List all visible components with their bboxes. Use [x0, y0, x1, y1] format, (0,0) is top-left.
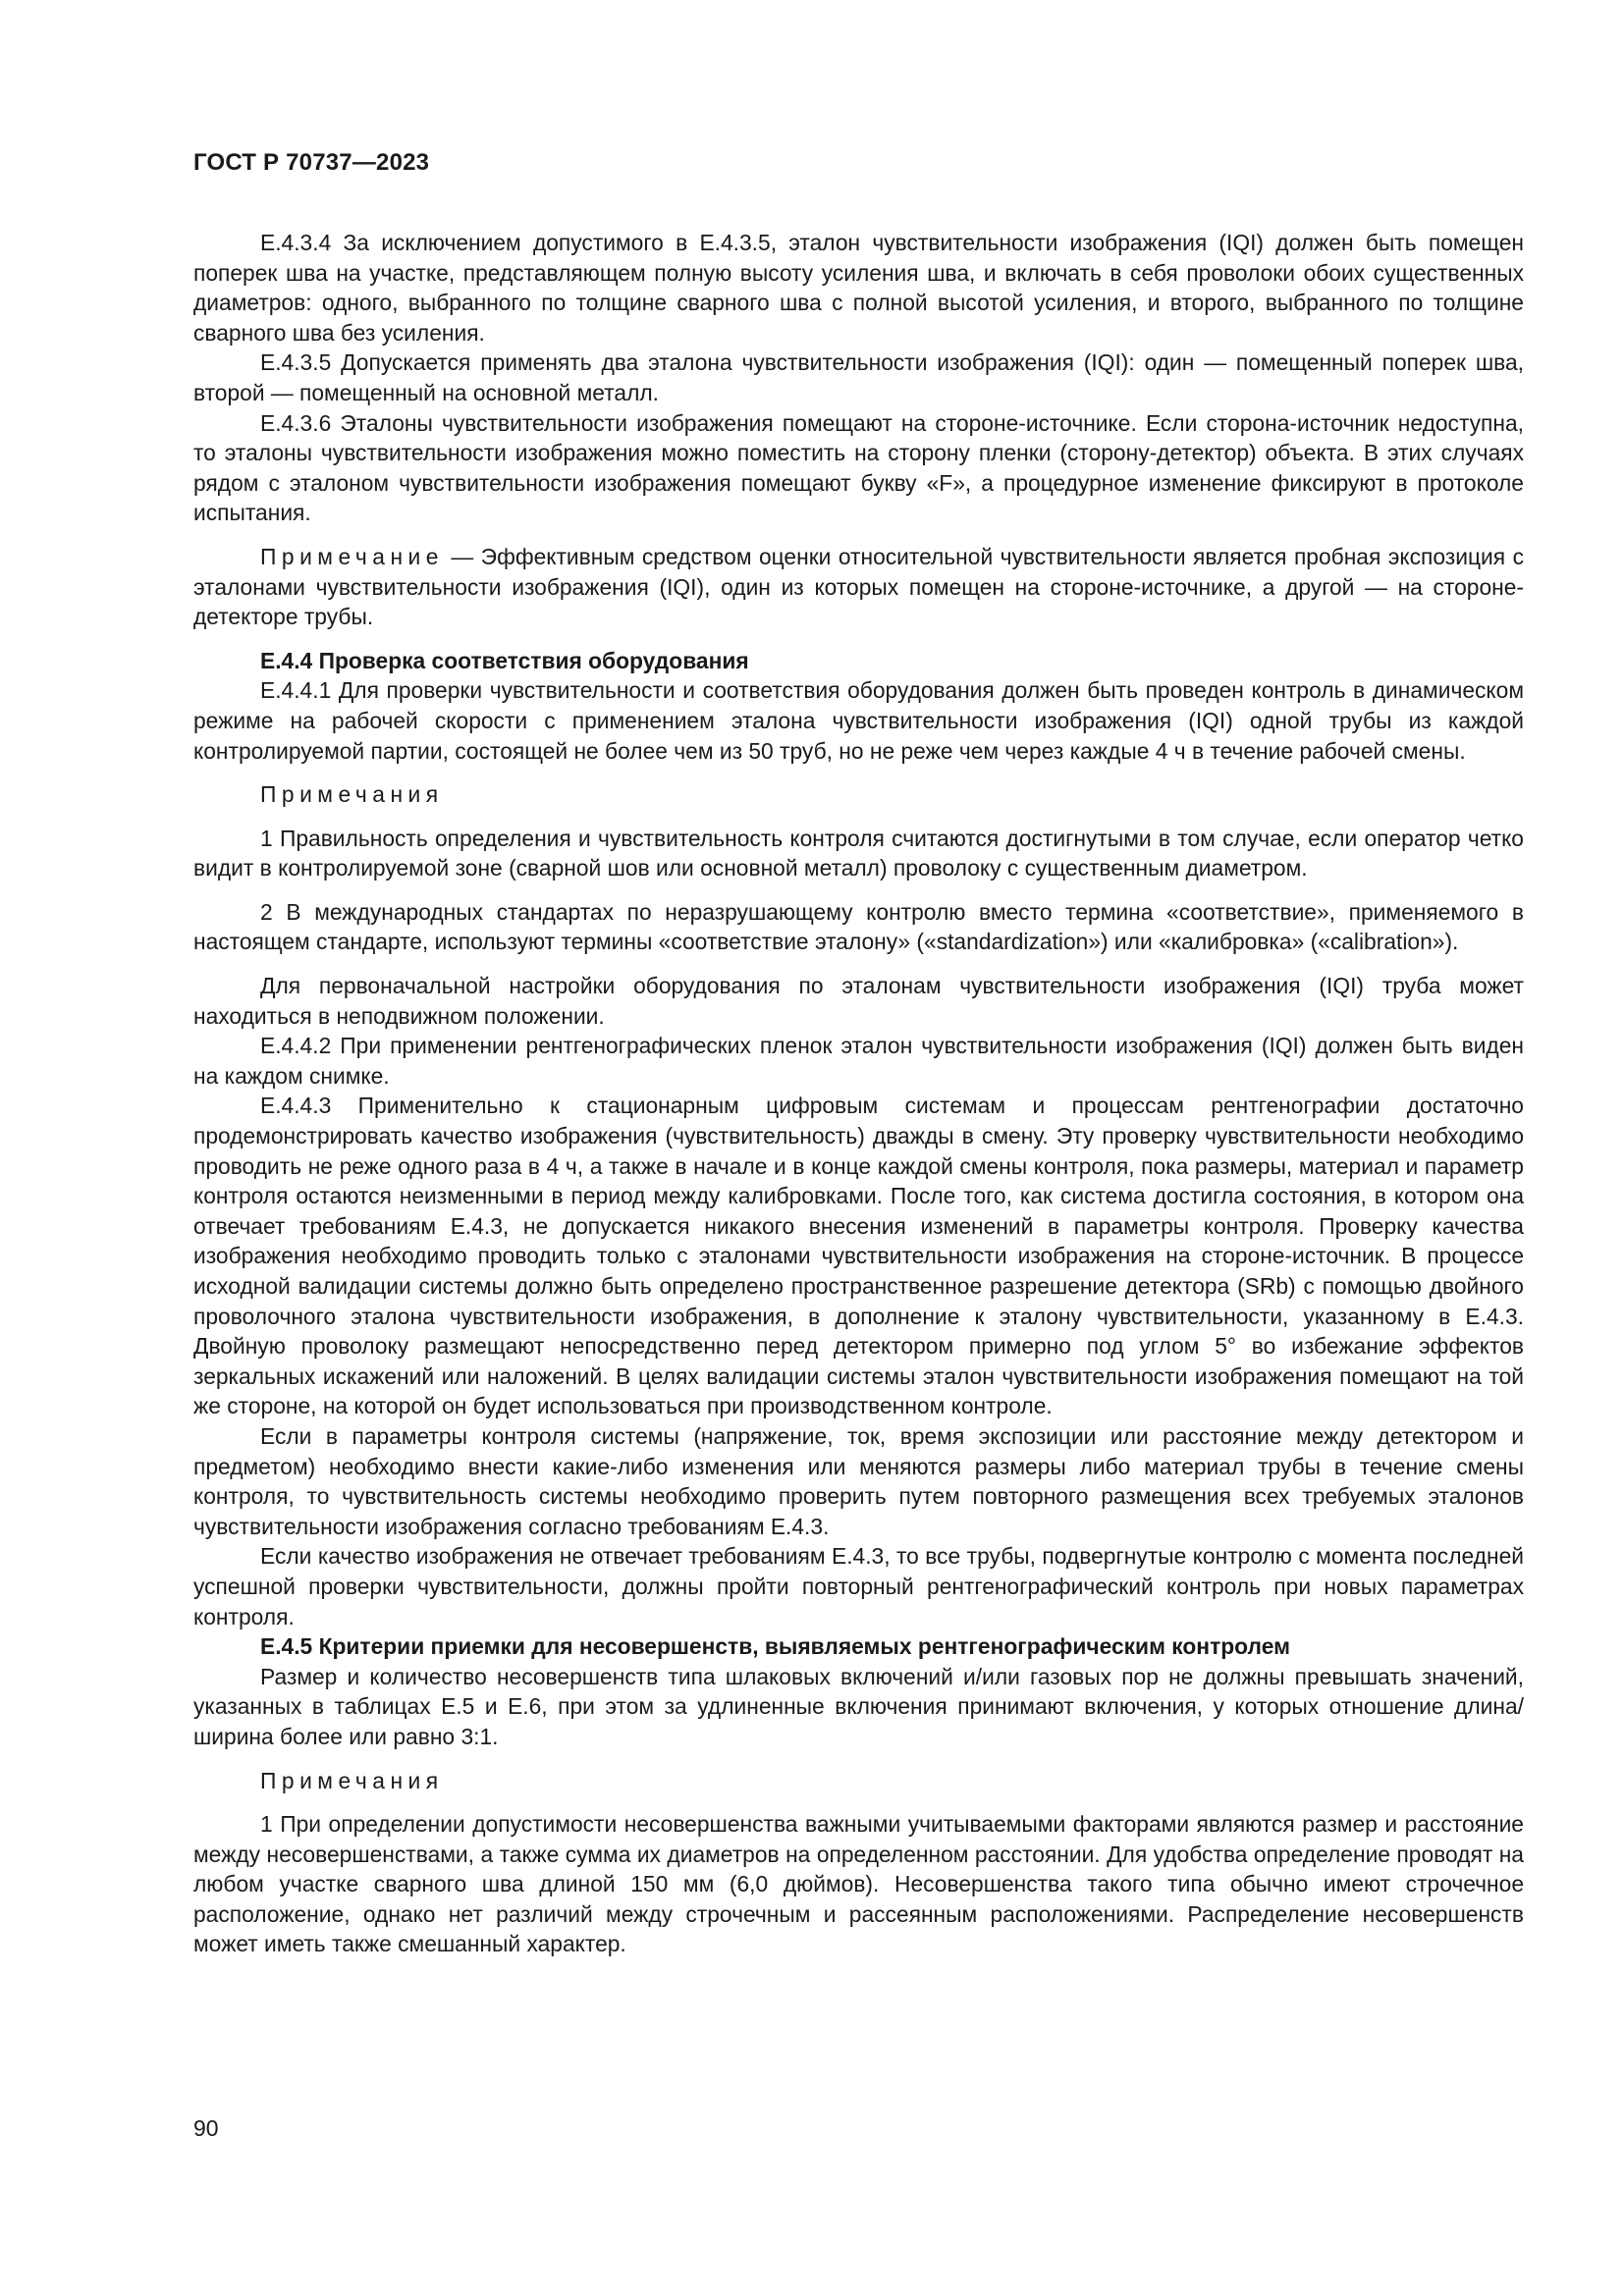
note-label: Примечание	[260, 543, 444, 569]
document-body	[193, 228, 1524, 1959]
section-heading-e44: E.4.4 Проверка соответствия оборудования	[260, 647, 749, 673]
note-text: — Эффективным средством оценки относительной чувствительности является пробная экспозиция с эталонами чувствительности изображения (IQI), один из которых помещен на стороне-источнике, а другой — на стороне-детекторе трубы.	[193, 543, 1524, 630]
paragraph-e435: E.4.3.5 Допускается применять два эталона чувствительности изображения (IQI): один — помещенный поперек шва, второй — помещенный на основной металл.	[193, 349, 1524, 405]
paragraph-quality-fail: Если качество изображения не отвечает требованиям E.4.3, то все трубы, подвергнутые контролю с момента последней успешной проверки чувствительности, должны пройти повторный рентгенографический контроль при новых параметрах контроля.	[193, 1543, 1524, 1629]
paragraph-initial-setup: Для первоначальной настройки оборудования по эталонам чувствительности изображения (IQI) труба может находиться в неподвижном положении.	[193, 973, 1524, 1029]
note-item-3: 1 При определении допустимости несовершенства важными учитываемыми факторами являются размер и расстояние между несовершенствами, а также сумма их диаметров на определенном расстоянии. Для удобства определение проводят на любом участке сварного шва длиной 150 мм (6,0 дюймов). Несовершенства такого типа обычно имеют строчечное расположение, однако нет различий между строчечным и рассеянным расположениями. Распределение несовершенств может иметь также смешанный характер.	[193, 1811, 1524, 1957]
paragraph-e441: E.4.4.1 Для проверки чувствительности и соответствия оборудования должен быть проведен контроль в динамическом режиме на рабочей скорости с применением эталона чувствительности изображения (IQI) одной трубы из каждой контролируемой партии, состоящей не более чем из 50 труб, но не реже чем через каждые 4 ч в течение рабочей смены.	[193, 677, 1524, 764]
paragraph-e434: E.4.3.4 За исключением допустимого в E.4.3.5, эталон чувствительности изображения (IQI) должен быть помещен поперек шва на участке, представляющем полную высоту усиления шва, и включать в себя проволоки обоих существенных диаметров: одного, выбранного по толщине сварного шва с полной высотой усиления, и второго, выбранного по толщине сварного шва без усиления.	[193, 230, 1524, 346]
note-paragraph	[193, 542, 1524, 632]
section-heading-e45: E.4.5 Критерии приемки для несовершенств, выявляемых рентгенографическим контролем	[260, 1633, 1290, 1660]
document-header: ГОСТ Р 70737—2023	[193, 149, 430, 176]
paragraph-e443: E.4.4.3 Применительно к стационарным цифровым системам и процессам рентгенографии достаточно продемонстрировать качество изображения (чувствительность) дважды в смену. Эту проверку чувствительности необходимо проводить не реже одного раза в 4 ч, а также в начале и в конце каждой смены контроля, пока размеры, материал и параметр контроля остаются неизменными в период между калибровками. После того, как система достигла состояния, в котором она отвечает требованиям E.4.3, не допускается никакого внесения изменений в параметры контроля. Проверку качества изображения необходимо проводить только с эталонами чувствительности изображения на стороне-источник. В процессе исходной валидации системы должно быть определено пространственное разрешение детектора (SRb) с помощью двойного проволочного эталона чувствительности изображения, в дополнение к эталону чувствительности, указанному в E.4.3. Двойную проволоку размещают непосредственно перед детектором примерно под углом 5° во избежание эффектов зеркальных искажений или наложений. В целях валидации системы эталон чувствительности изображения помещают на той же стороне, на которой он будет использоваться при производственном контроле.	[193, 1093, 1524, 1419]
paragraph-e442: E.4.4.2 При применении рентгенографических пленок эталон чувствительности изображения (IQI) должен быть виден на каждом снимке.	[193, 1033, 1524, 1089]
notes-label-2: Примечания	[260, 1767, 444, 1793]
paragraph-e436: E.4.3.6 Эталоны чувствительности изображения помещают на стороне-источнике. Если сторона-источник недоступна, то эталоны чувствительности изображения можно поместить на сторону пленки (сторону-детектор) объекта. В этих случаях рядом с эталоном чувствительности изображения помещают букву «F», а процедурное изменение фиксируют в протоколе испытания.	[193, 409, 1524, 526]
note-item-1: 1 Правильность определения и чувствительность контроля считаются достигнутыми в том случае, если оператор четко видит в контролируемой зоне (сварной шов или основной металл) проволоку с существенным диаметром.	[193, 825, 1524, 881]
note-item-2: 2 В международных стандартах по неразрушающему контролю вместо термина «соответствие», применяемого в настоящем стандарте, используют термины «соответствие эталону» («standardization») или «калибровка» («calibration»).	[193, 898, 1524, 955]
paragraph-e45-body: Размер и количество несовершенств типа шлаковых включений и/или газовых пор не должны превышать значений, указанных в таблицах E.5 и E.6, при этом за удлиненные включения принимают включения, у которых отношение длина/ширина более или равно 3:1.	[193, 1663, 1524, 1749]
page-number: 90	[193, 2115, 219, 2141]
notes-label-1: Примечания	[260, 781, 444, 808]
paragraph-parameter-change: Если в параметры контроля системы (напряжение, ток, время экспозиции или расстояние между детектором и предметом) необходимо внести какие-либо изменения или меняются размеры либо материал трубы в течение смены контроля, то чувствительность системы необходимо проверить путем повторного размещения всех требуемых эталонов чувствительности изображения согласно требованиям E.4.3.	[193, 1422, 1524, 1539]
